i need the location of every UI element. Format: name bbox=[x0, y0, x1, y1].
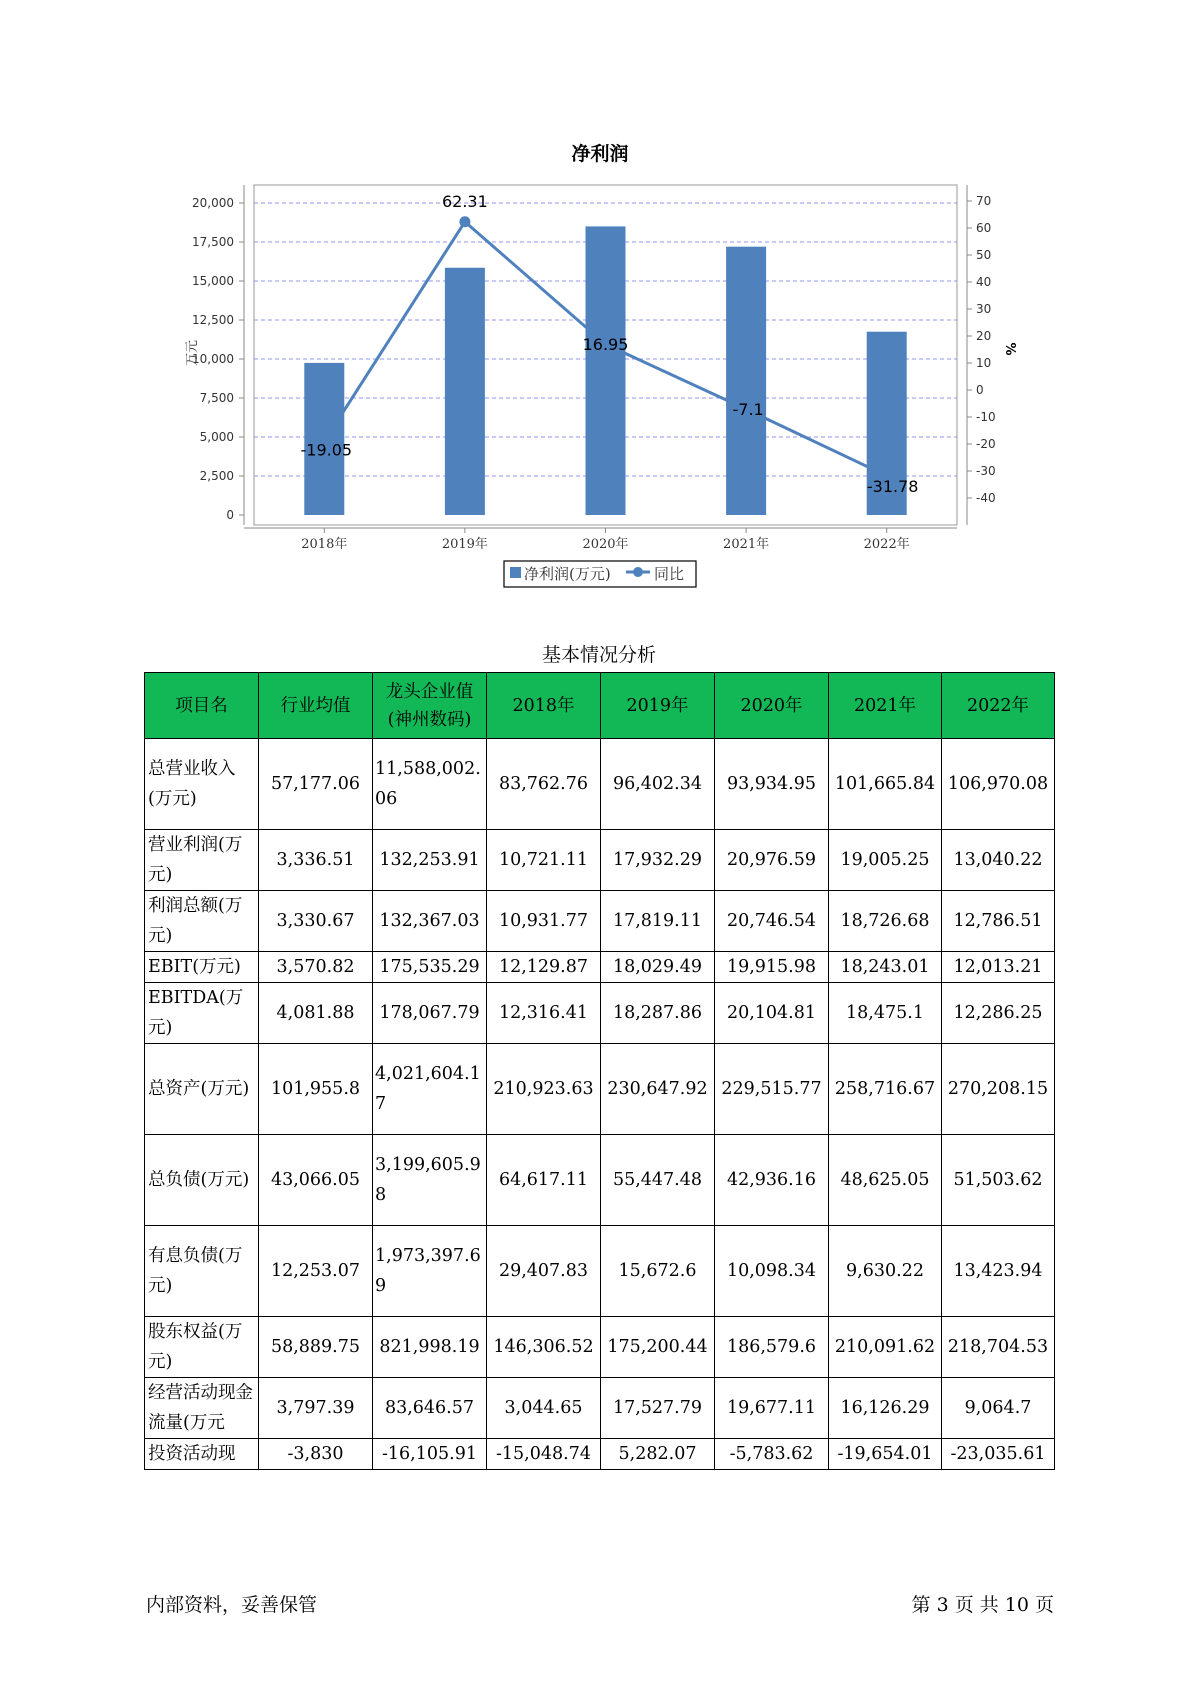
left-tick-label: 12,500 bbox=[192, 313, 234, 327]
row-value-cell: 16,126.29 bbox=[829, 1378, 942, 1439]
left-tick-label: 20,000 bbox=[192, 196, 234, 210]
row-value-cell: 12,286.25 bbox=[942, 983, 1055, 1044]
row-value-cell: 17,527.79 bbox=[601, 1378, 715, 1439]
line-point bbox=[459, 216, 470, 227]
line-data-label: 16.95 bbox=[582, 335, 629, 355]
row-value-cell: 3,044.65 bbox=[487, 1378, 601, 1439]
right-tick-label: -10 bbox=[976, 410, 996, 424]
row-item-name: 投资活动现 bbox=[145, 1439, 259, 1470]
table-body bbox=[145, 739, 1055, 1470]
table-row bbox=[145, 830, 1055, 891]
header-industry-avg: 行业均值 bbox=[259, 673, 373, 739]
right-tick-label: 40 bbox=[976, 275, 992, 289]
row-value-cell: 17,819.11 bbox=[601, 891, 715, 952]
footer-confidential-note: 内部资料，妥善保管 bbox=[146, 1594, 318, 1616]
line-data-label: 62.31 bbox=[441, 191, 488, 211]
x-tick-label: 2021年 bbox=[723, 537, 770, 552]
right-tick-label: 10 bbox=[976, 356, 992, 370]
row-value-cell: 258,716.67 bbox=[829, 1044, 942, 1135]
line-data-label: -31.78 bbox=[866, 476, 919, 496]
row-value-cell: 12,786.51 bbox=[942, 891, 1055, 952]
row-item-name: 经营活动现金流量(万元 bbox=[145, 1378, 259, 1439]
legend-bar-label: 净利润(万元) bbox=[524, 565, 611, 583]
table-row bbox=[145, 1317, 1055, 1378]
right-tick-label: 0 bbox=[976, 383, 984, 397]
row-value-cell: 15,672.6 bbox=[601, 1226, 715, 1317]
row-item-name: 总营业收入(万元) bbox=[145, 739, 259, 830]
row-value-cell: 19,915.98 bbox=[715, 952, 829, 983]
bar-series bbox=[304, 226, 906, 515]
x-tick-label: 2022年 bbox=[863, 537, 910, 552]
row-value-cell: 106,970.08 bbox=[942, 739, 1055, 830]
row-value-cell: 18,726.68 bbox=[829, 891, 942, 952]
header-2021: 2021年 bbox=[829, 673, 942, 739]
row-value-cell: 48,625.05 bbox=[829, 1135, 942, 1226]
right-tick-label: -40 bbox=[976, 491, 996, 505]
left-tick-label: 10,000 bbox=[192, 352, 234, 366]
row-value-cell: 58,889.75 bbox=[259, 1317, 373, 1378]
right-tick-label: 30 bbox=[976, 302, 992, 316]
row-value-cell: 230,647.92 bbox=[601, 1044, 715, 1135]
table-row bbox=[145, 1378, 1055, 1439]
row-value-cell: 1,973,397.69 bbox=[373, 1226, 487, 1317]
row-value-cell: 175,200.44 bbox=[601, 1317, 715, 1378]
right-tick-label: 60 bbox=[976, 221, 992, 235]
row-value-cell: 42,936.16 bbox=[715, 1135, 829, 1226]
row-value-cell: 19,677.11 bbox=[715, 1378, 829, 1439]
row-item-name: 股东权益(万元) bbox=[145, 1317, 259, 1378]
left-tick-label: 0 bbox=[226, 508, 234, 522]
row-value-cell: 10,721.11 bbox=[487, 830, 601, 891]
y-axis-label: 万元 bbox=[185, 339, 200, 367]
row-value-cell: 12,253.07 bbox=[259, 1226, 373, 1317]
chart-title: 净利润 bbox=[571, 143, 629, 165]
basic-analysis-table bbox=[144, 672, 1055, 1470]
x-tick-label: 2019年 bbox=[441, 537, 488, 552]
row-item-name: 有息负债(万元) bbox=[145, 1226, 259, 1317]
row-value-cell: 132,253.91 bbox=[373, 830, 487, 891]
row-value-cell: 229,515.77 bbox=[715, 1044, 829, 1135]
row-value-cell: -16,105.91 bbox=[373, 1439, 487, 1470]
header-leader-value: 龙头企业值(神州数码) bbox=[373, 673, 487, 739]
row-value-cell: 9,064.7 bbox=[942, 1378, 1055, 1439]
header-2020: 2020年 bbox=[715, 673, 829, 739]
row-value-cell: 175,535.29 bbox=[373, 952, 487, 983]
row-value-cell: 19,005.25 bbox=[829, 830, 942, 891]
row-value-cell: 4,081.88 bbox=[259, 983, 373, 1044]
row-value-cell: 178,067.79 bbox=[373, 983, 487, 1044]
row-value-cell: 3,797.39 bbox=[259, 1378, 373, 1439]
row-value-cell: 218,704.53 bbox=[942, 1317, 1055, 1378]
left-tick-label: 15,000 bbox=[192, 274, 234, 288]
line-data-label: -7.1 bbox=[732, 400, 764, 420]
row-value-cell: 96,402.34 bbox=[601, 739, 715, 830]
row-value-cell: 210,923.63 bbox=[487, 1044, 601, 1135]
row-value-cell: 13,040.22 bbox=[942, 830, 1055, 891]
right-tick-label: -30 bbox=[976, 464, 996, 478]
row-value-cell: 3,570.82 bbox=[259, 952, 373, 983]
row-value-cell: 18,029.49 bbox=[601, 952, 715, 983]
row-value-cell: 270,208.15 bbox=[942, 1044, 1055, 1135]
table-row bbox=[145, 983, 1055, 1044]
right-tick-label: 50 bbox=[976, 248, 992, 262]
x-tick-label: 2018年 bbox=[301, 537, 348, 552]
row-item-name: 营业利润(万元) bbox=[145, 830, 259, 891]
table-caption: 基本情况分析 bbox=[541, 644, 656, 666]
header-2018: 2018年 bbox=[487, 673, 601, 739]
table-row bbox=[145, 1439, 1055, 1470]
row-value-cell: 3,336.51 bbox=[259, 830, 373, 891]
legend-line-marker bbox=[633, 567, 643, 577]
row-value-cell: 83,646.57 bbox=[373, 1378, 487, 1439]
legend-bar-swatch bbox=[510, 567, 521, 578]
row-value-cell: 93,934.95 bbox=[715, 739, 829, 830]
row-value-cell: 210,091.62 bbox=[829, 1317, 942, 1378]
net-profit-chart bbox=[0, 0, 1191, 640]
row-item-name: 利润总额(万元) bbox=[145, 891, 259, 952]
row-value-cell: 10,098.34 bbox=[715, 1226, 829, 1317]
row-value-cell: 821,998.19 bbox=[373, 1317, 487, 1378]
row-value-cell: 64,617.11 bbox=[487, 1135, 601, 1226]
left-tick-label: 2,500 bbox=[199, 469, 234, 483]
row-value-cell: -15,048.74 bbox=[487, 1439, 601, 1470]
row-value-cell: 3,330.67 bbox=[259, 891, 373, 952]
row-value-cell: 18,475.1 bbox=[829, 983, 942, 1044]
row-value-cell: 132,367.03 bbox=[373, 891, 487, 952]
row-value-cell: 18,243.01 bbox=[829, 952, 942, 983]
row-value-cell: -5,783.62 bbox=[715, 1439, 829, 1470]
table-row bbox=[145, 1135, 1055, 1226]
row-value-cell: 57,177.06 bbox=[259, 739, 373, 830]
footer-page-number: 第 3 页 共 10 页 bbox=[911, 1594, 1054, 1616]
row-value-cell: -3,830 bbox=[259, 1439, 373, 1470]
row-value-cell: 20,746.54 bbox=[715, 891, 829, 952]
row-value-cell: 55,447.48 bbox=[601, 1135, 715, 1226]
row-value-cell: 12,316.41 bbox=[487, 983, 601, 1044]
legend-line-label: 同比 bbox=[654, 565, 685, 583]
row-value-cell: 43,066.05 bbox=[259, 1135, 373, 1226]
row-value-cell: 12,013.21 bbox=[942, 952, 1055, 983]
header-2022: 2022年 bbox=[942, 673, 1055, 739]
row-item-name: 总负债(万元) bbox=[145, 1135, 259, 1226]
row-value-cell: -19,654.01 bbox=[829, 1439, 942, 1470]
row-value-cell: 186,579.6 bbox=[715, 1317, 829, 1378]
row-value-cell: -23,035.61 bbox=[942, 1439, 1055, 1470]
row-value-cell: 4,021,604.17 bbox=[373, 1044, 487, 1135]
header-2019: 2019年 bbox=[601, 673, 715, 739]
row-value-cell: 101,665.84 bbox=[829, 739, 942, 830]
x-axis bbox=[244, 528, 957, 552]
row-value-cell: 3,199,605.98 bbox=[373, 1135, 487, 1226]
table-row bbox=[145, 1044, 1055, 1135]
row-value-cell: 83,762.76 bbox=[487, 739, 601, 830]
row-value-cell: 20,104.81 bbox=[715, 983, 829, 1044]
row-value-cell: 13,423.94 bbox=[942, 1226, 1055, 1317]
row-value-cell: 146,306.52 bbox=[487, 1317, 601, 1378]
header-item-name: 项目名 bbox=[145, 673, 259, 739]
row-value-cell: 20,976.59 bbox=[715, 830, 829, 891]
row-value-cell: 12,129.87 bbox=[487, 952, 601, 983]
table-row bbox=[145, 952, 1055, 983]
bar bbox=[726, 247, 766, 515]
header-row bbox=[145, 673, 1055, 739]
row-item-name: EBITDA(万元) bbox=[145, 983, 259, 1044]
line-data-label: -19.05 bbox=[300, 440, 353, 460]
bar bbox=[586, 226, 626, 515]
row-value-cell: 5,282.07 bbox=[601, 1439, 715, 1470]
right-tick-label: 70 bbox=[976, 194, 992, 208]
table-row bbox=[145, 739, 1055, 830]
table-row bbox=[145, 891, 1055, 952]
row-value-cell: 17,932.29 bbox=[601, 830, 715, 891]
row-value-cell: 11,588,002.06 bbox=[373, 739, 487, 830]
left-tick-label: 5,000 bbox=[199, 430, 234, 444]
table-row bbox=[145, 1226, 1055, 1317]
right-tick-label: 20 bbox=[976, 329, 992, 343]
x-tick-label: 2020年 bbox=[582, 537, 629, 552]
bar bbox=[445, 268, 485, 515]
row-value-cell: 101,955.8 bbox=[259, 1044, 373, 1135]
y2-axis-label: % bbox=[1002, 342, 1017, 356]
row-value-cell: 29,407.83 bbox=[487, 1226, 601, 1317]
left-tick-label: 17,500 bbox=[192, 235, 234, 249]
row-value-cell: 51,503.62 bbox=[942, 1135, 1055, 1226]
table-header bbox=[145, 673, 1055, 739]
chart-legend bbox=[504, 561, 696, 587]
right-axis bbox=[967, 185, 996, 525]
right-tick-label: -20 bbox=[976, 437, 996, 451]
row-item-name: 总资产(万元) bbox=[145, 1044, 259, 1135]
row-item-name: EBIT(万元) bbox=[145, 952, 259, 983]
row-value-cell: 18,287.86 bbox=[601, 983, 715, 1044]
left-tick-label: 7,500 bbox=[199, 391, 234, 405]
row-value-cell: 10,931.77 bbox=[487, 891, 601, 952]
row-value-cell: 9,630.22 bbox=[829, 1226, 942, 1317]
